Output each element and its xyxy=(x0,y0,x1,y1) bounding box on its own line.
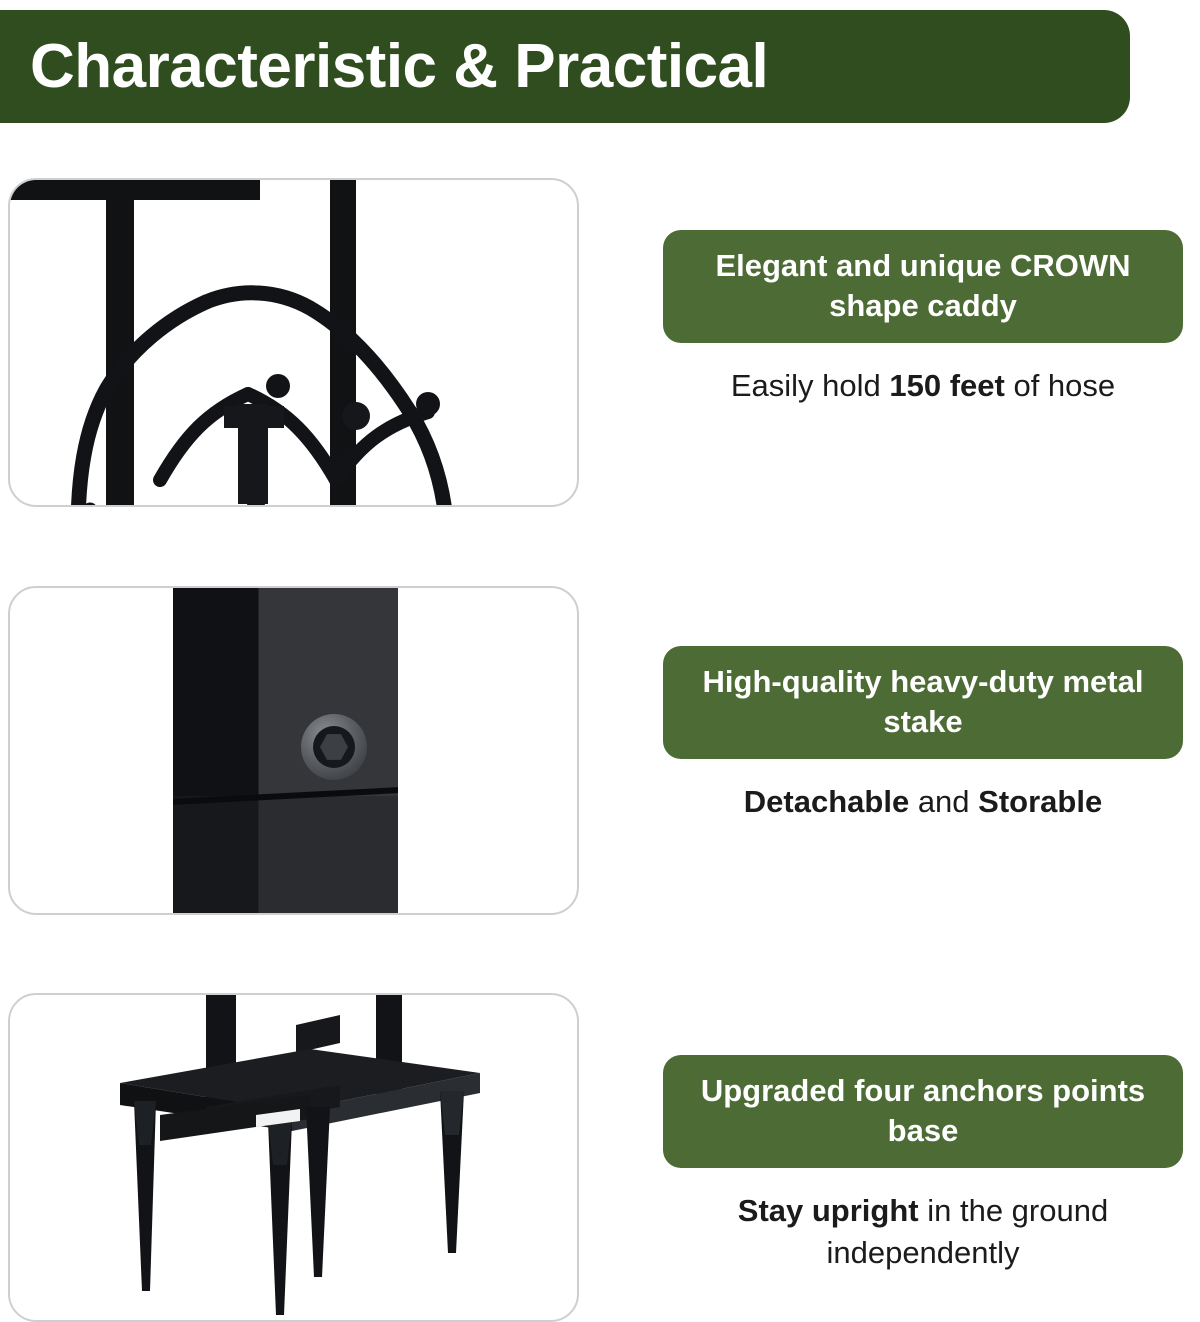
feature-headline: Elegant and unique CROWN shape caddy xyxy=(663,230,1183,343)
subline-part: and xyxy=(909,784,979,820)
feature-subline xyxy=(663,781,1183,823)
feature-headline: Upgraded four anchors points base xyxy=(663,1055,1183,1168)
page-title: Characteristic & Practical xyxy=(30,31,769,101)
feature-image-crown-caddy xyxy=(8,178,579,507)
metal-stake-lower-icon xyxy=(173,796,398,913)
anchor-base-icon xyxy=(10,995,577,1320)
feature-row-crown-caddy xyxy=(0,178,1200,507)
feature-headline: High-quality heavy-duty metal stake xyxy=(663,646,1183,759)
feature-subline xyxy=(663,365,1183,407)
feature-image-anchor-base xyxy=(8,993,579,1322)
crown-caddy-illustration xyxy=(10,180,577,505)
feature-row-anchor-base xyxy=(0,993,1200,1322)
feature-text-anchor-base xyxy=(663,993,1183,1274)
subline-part: of hose xyxy=(1004,368,1116,404)
crown-shape-icon xyxy=(10,180,577,505)
subline-part-bold: 150 feet xyxy=(889,368,1005,404)
feature-subline xyxy=(663,1190,1183,1274)
subline-part: in the ground independently xyxy=(826,1193,1109,1271)
subline-part: Easily hold xyxy=(730,368,890,404)
header-banner xyxy=(0,10,1130,123)
feature-text-crown-caddy xyxy=(663,178,1183,407)
feature-text-metal-stake xyxy=(663,586,1183,823)
feature-image-metal-stake xyxy=(8,586,579,915)
subline-part-bold: Detachable xyxy=(743,784,910,820)
feature-row-metal-stake xyxy=(0,586,1200,915)
subline-part-bold: Stay upright xyxy=(737,1193,919,1229)
subline-part-bold: Storable xyxy=(978,784,1103,820)
